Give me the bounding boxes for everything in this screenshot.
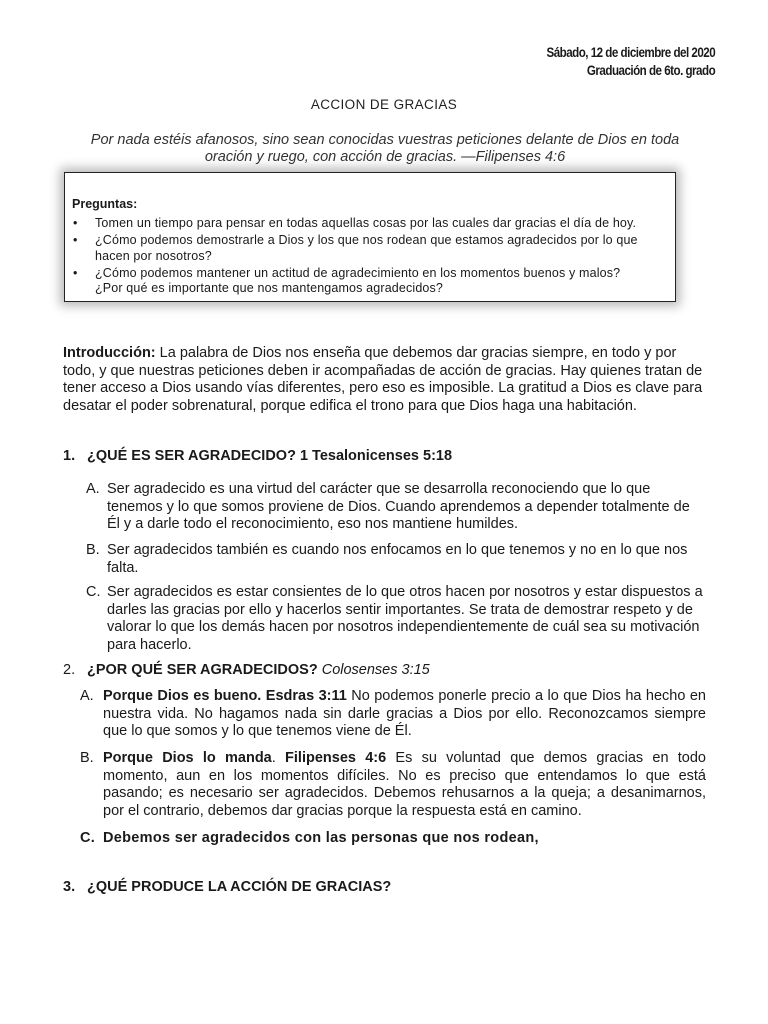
page-title: ACCION DE GRACIAS — [310, 97, 458, 112]
question-overflow: ¿Por qué es importante que nos mantengamos agradecidos? — [95, 281, 444, 295]
item-sep: . — [271, 750, 286, 766]
question-item — [72, 265, 667, 282]
section-1-item-b — [86, 542, 706, 577]
section-2-heading — [63, 662, 430, 678]
item-bold: Porque Dios lo manda — [103, 750, 272, 766]
questions-list — [72, 215, 667, 297]
item-letter: C. — [80, 830, 96, 846]
item-text: Ser agradecidos es estar consientes de lo que otros hacen por nosotros y estar dispuestos a darles las gracias por ello y hacerlos sentir importantes. Se trata de demostrar respeto y de valorar lo que los demás hacen por nosotros independientemente de cuál sea su motivación para hacerlo. — [107, 584, 703, 653]
section-2-item-c — [80, 830, 539, 846]
section-2-item-b — [80, 750, 706, 820]
question-text: ¿Cómo podemos mantener un actitud de agradecimiento en los momentos buenos y malos? — [95, 265, 621, 280]
item-text: No podemos ponerle precio a lo que Dios ha hecho en nuestra vida. No hagamos nada sin darle gracias a Dios por ello. Reconozcamos siempre que lo que somos y lo que tenemos viene de Él. — [103, 688, 707, 739]
item-body — [103, 750, 706, 820]
question-text: ¿Cómo podemos demostrarle a Dios y los que nos rodean que estamos agradecidos por lo que hacen por nosotros? — [95, 232, 638, 263]
item-text: Es su voluntad que demos gracias en todo momento, aun en los momentos difíciles. No es preciso que entendamos lo que está pasando; es necesario ser agradecidos. Debemos rehusarnos a la queja; a desanimarnos, por el contrario, debemos dar gracias porque la respuesta está en camino. — [103, 750, 706, 819]
section-1-item-a — [86, 481, 706, 534]
section-title: ¿QUÉ ES SER AGRADECIDO? 1 Tesalonicenses 5:18 — [87, 448, 453, 464]
item-body — [103, 688, 706, 741]
section-number: 2. — [63, 662, 76, 678]
question-item — [72, 232, 667, 265]
item-bold-ref: Filipenses 4:6 — [285, 750, 387, 766]
section-title: ¿QUÉ PRODUCE LA ACCIÓN DE GRACIAS? — [87, 879, 392, 895]
bullet-icon: • — [73, 216, 78, 230]
item-letter: C. — [86, 584, 101, 600]
question-item — [72, 215, 667, 232]
bullet-icon: • — [73, 265, 78, 280]
section-title: ¿POR QUÉ SER AGRADECIDOS? — [87, 662, 318, 678]
header-event: Graduación de 6to. grado — [586, 63, 715, 78]
item-text: Ser agradecidos también es cuando nos enfocamos en lo que tenemos y no en lo que nos falta. — [107, 542, 688, 576]
section-1-item-c — [86, 584, 706, 654]
question-text: Tomen un tiempo para pensar en todas aquellas cosas por las cuales dar gracias el día de hoy. — [95, 216, 637, 230]
section-number: 1. — [63, 448, 76, 464]
item-bold: Porque Dios es bueno. Esdras 3:11 — [103, 688, 347, 704]
header-date: Sábado, 12 de diciembre del 2020 — [546, 45, 715, 60]
item-letter: A. — [80, 688, 94, 704]
item-text: Ser agradecido es una virtud del carácter que se desarrolla reconociendo que lo que tenemos y lo que somos proviene de Dios. Cuando aprendemos a depender totalmente de Él y a darle todo el reconocimiento, eso nos mantiene humildes. — [107, 481, 690, 532]
introduction-paragraph — [63, 345, 708, 415]
intro-text: La palabra de Dios nos enseña que debemos dar gracias siempre, en todo y por todo, y que nuestras peticiones deben ir acompañadas de acción de gracias. Hay quienes tratan de tener acceso a Dios usando vías diferentes, pero eso es imposible. La gratitud a Dios es clave para desatar el poder sobrenatural, porque edifica el trono para que Dios haga una habitación. — [63, 345, 703, 414]
section-ref: Colosenses 3:15 — [317, 662, 430, 678]
verse-line-1: Por nada estéis afanosos, sino sean conocidas vuestras peticiones delante de Dios en toda — [90, 132, 680, 148]
section-number: 3. — [63, 879, 76, 895]
verse-quote — [70, 132, 700, 166]
intro-label: Introducción: — [63, 345, 156, 361]
section-3-heading — [63, 879, 391, 895]
bullet-icon: • — [73, 232, 78, 247]
item-letter: B. — [86, 542, 100, 558]
questions-title: Preguntas: — [72, 197, 138, 211]
header-date-block — [546, 44, 715, 80]
section-2-item-a — [80, 688, 706, 741]
section-1-heading — [63, 448, 452, 464]
item-text: Debemos ser agradecidos con las personas que nos rodean, — [103, 830, 539, 846]
item-letter: A. — [86, 481, 100, 497]
item-letter: B. — [80, 750, 94, 766]
verse-line-2: oración y ruego, con acción de gracias. —Filipenses 4:6 — [204, 149, 566, 165]
